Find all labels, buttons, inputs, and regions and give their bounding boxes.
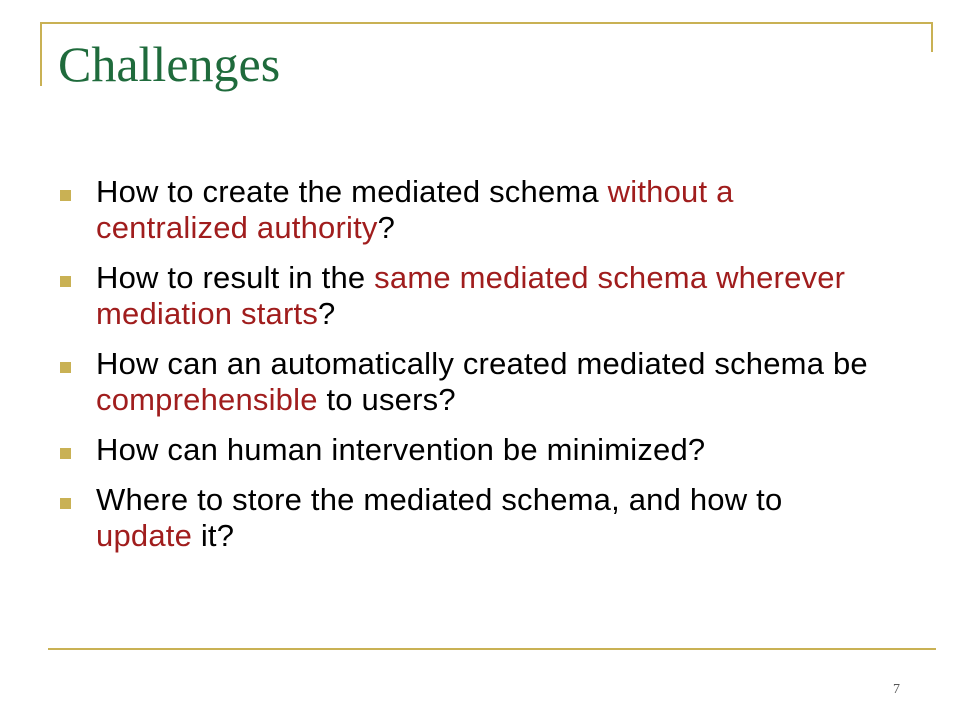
footer-divider bbox=[48, 648, 936, 650]
square-bullet-icon bbox=[60, 190, 71, 201]
bullet-item-2 bbox=[60, 260, 880, 332]
bullet-highlight-text: comprehensible bbox=[96, 382, 318, 417]
bullet-item-3 bbox=[60, 346, 880, 418]
square-bullet-icon bbox=[60, 498, 71, 509]
square-bullet-icon bbox=[60, 448, 71, 459]
square-bullet-icon bbox=[60, 362, 71, 373]
bullet-highlight-text: same mediated schema wherever mediation starts bbox=[96, 260, 846, 331]
frame-right-rule bbox=[931, 22, 933, 52]
bullet-text: to users? bbox=[317, 382, 456, 417]
bullet-text: How to result in the bbox=[96, 260, 375, 295]
bullet-text: How can an automatically created mediated schema be bbox=[96, 346, 868, 381]
page-number: 7 bbox=[893, 682, 900, 697]
bullet-text: Where to store the mediated schema, and how to bbox=[96, 482, 783, 517]
bullet-text: How can human intervention be minimized? bbox=[96, 432, 706, 467]
bullet-list bbox=[60, 174, 880, 568]
bullet-item-1 bbox=[60, 174, 880, 246]
bullet-text: ? bbox=[318, 296, 336, 331]
frame-left-rule bbox=[40, 22, 42, 86]
bullet-text: it? bbox=[192, 518, 235, 553]
square-bullet-icon bbox=[60, 276, 71, 287]
bullet-text: ? bbox=[377, 210, 396, 245]
bullet-highlight-text: without a centralized authority bbox=[96, 174, 734, 245]
bullet-item-5 bbox=[60, 482, 880, 554]
bullet-item-4 bbox=[60, 432, 880, 468]
bullet-highlight-text: update bbox=[96, 518, 193, 553]
frame-top-rule bbox=[40, 22, 933, 24]
bullet-text: How to create the mediated schema bbox=[96, 174, 608, 209]
slide-title: Challenges bbox=[58, 36, 281, 92]
